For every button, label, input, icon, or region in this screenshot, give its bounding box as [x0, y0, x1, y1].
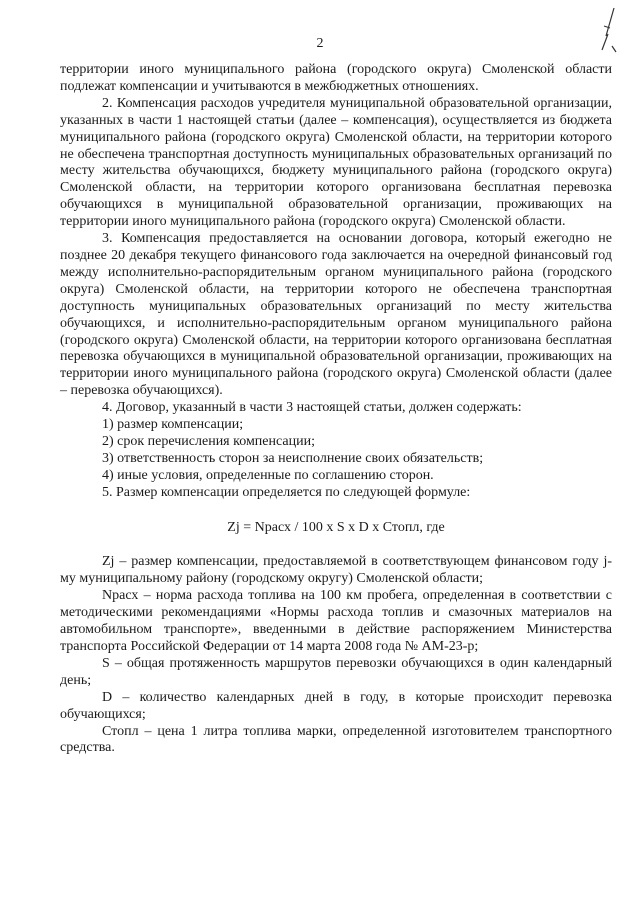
definition-nrash: Nрасх – норма расхода топлива на 100 км пробега, определенная в соответствии с методическими рекомендациями «Нормы расхода топлив и смазочных материалов на автомобильном транспорте», введенными в действие распоряжением Министерства транспорта Российской Федерации от 14 марта 2008 года № АМ-23-р;	[60, 588, 612, 654]
list-item-1: 1) размер компенсации;	[102, 417, 244, 433]
definition-stopl: Стопл – цена 1 литра топлива марки, определенной изготовителем транспортного средства.	[60, 723, 612, 756]
list-item-3: 3) ответственность сторон за неисполнение своих обязательств;	[102, 450, 484, 466]
paragraph-2: 2. Компенсация расходов учредителя муниципальной образовательной организации, указанных в части 1 настоящей статьи (далее – компенсация), осуществляется из бюджета муниципального района (городского округа) Смоленской области, на территории которого не обеспечена транспортная доступность муниципальных образовательных организаций по месту жительства обучающихся, бюджету муниципального района (городского округа) Смоленской области, на территории которого организована бесплатная перевозка обучающихся в муниципальной образовательной организации, проживающих на территории иного муниципального района (городского округа) Смоленской области.	[60, 95, 612, 230]
paragraph-3: 3. Компенсация предоставляется на основании договора, который ежегодно не позднее 20 декабря текущего финансового года заключается на очередной финансовый год между исполнительно-распорядительным органом муниципального района (городского округа) Смоленской области, на территории которого не обеспечена транспортная доступность муниципальных образовательных организаций по месту жительства обучающихся, и исполнительно-распорядительным органом муниципального района (городского округа) Смоленской области, на территории которого организована бесплатная перевозка обучающихся в муниципальной образовательной организации, проживающих на территории иного муниципального района (городского округа) Смоленской области (далее – перевозка обучающихся).	[60, 231, 612, 399]
document-body	[60, 62, 612, 757]
definition-s: S – общая протяженность маршрутов перевозки обучающихся в один календарный день;	[60, 655, 612, 688]
list-item-4: 4) иные условия, определенные по соглашению сторон.	[102, 467, 434, 483]
definition-d: D – количество календарных дней в году, в которые происходит перевозка обучающихся;	[60, 689, 612, 722]
paragraph-5: 5. Размер компенсации определяется по следующей формуле:	[102, 484, 471, 500]
page-number: 2	[316, 36, 324, 51]
list-item-2: 2) срок перечисления компенсации;	[102, 433, 315, 449]
paragraph-4: 4. Договор, указанный в части 3 настоящей статьи, должен содержать:	[102, 400, 522, 416]
paragraph-continuation: территории иного муниципального района (городского округа) Смоленской области подлежат компенсации и учитываются в межбюджетных отношениях.	[60, 62, 612, 94]
definition-zj: Zj – размер компенсации, предоставляемой в соответствующем финансовом году j-му муниципальному району (городскому округу) Смоленской области;	[60, 554, 612, 587]
formula: Zj = Nрасх / 100 x S x D x Стопл, где	[227, 519, 445, 535]
